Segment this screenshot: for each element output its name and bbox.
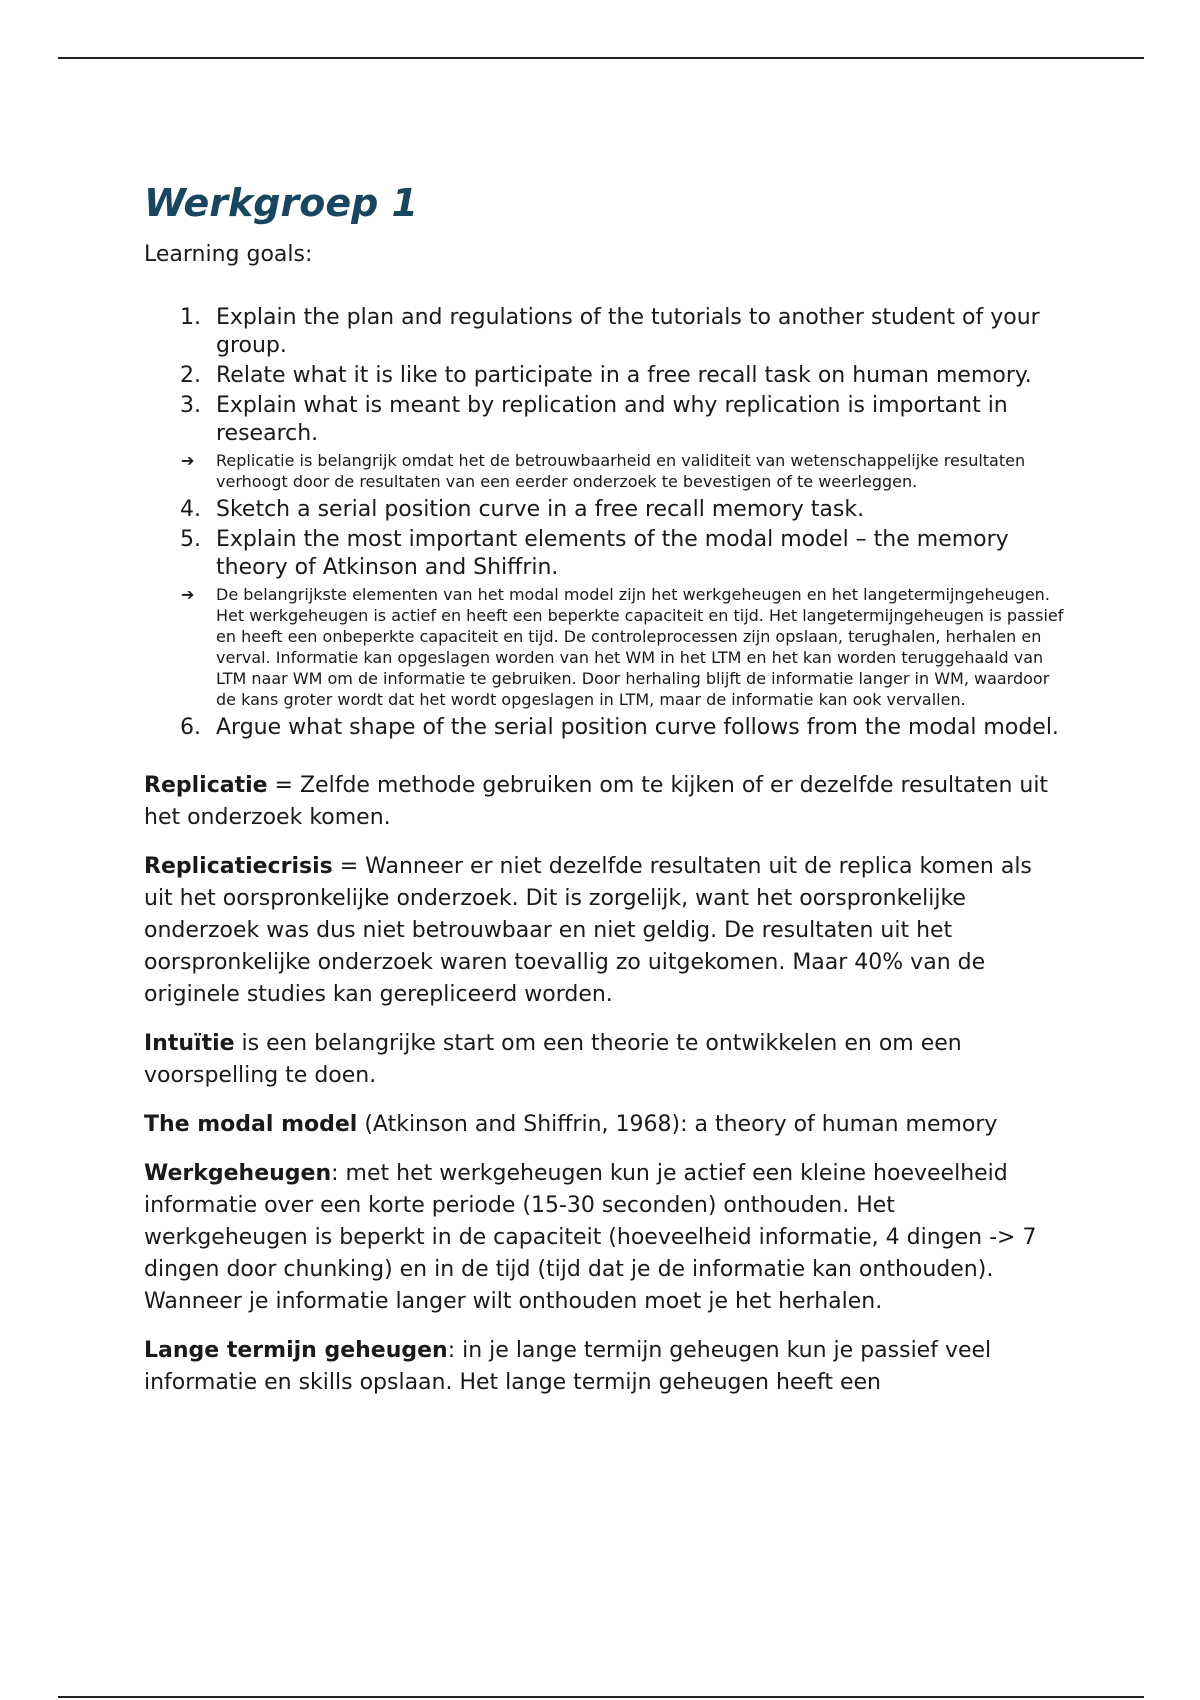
definition-replicatiecrisis: [144, 851, 1064, 1011]
list-item-text: Relate what it is like to participate in a free recall task on human memory.: [216, 363, 1032, 388]
list-item: [144, 526, 1064, 582]
arrow-right-icon: ➔: [181, 585, 195, 604]
list-item: [144, 362, 1064, 390]
definition-lange-termijn-geheugen: [144, 1335, 1064, 1399]
definition-term: Werkgeheugen: [144, 1161, 332, 1186]
list-item-text: Explain what is meant by replication and why replication is important in research.: [216, 393, 1008, 446]
list-number: 5.: [180, 527, 201, 552]
definition-text: (Atkinson and Shiffrin, 1968): a theory of human memory: [357, 1112, 998, 1137]
list-item-text: Sketch a serial position curve in a free recall memory task.: [216, 497, 865, 522]
definition-intuitie: [144, 1028, 1064, 1092]
list-item: [144, 392, 1064, 448]
definition-term: Replicatiecrisis: [144, 854, 333, 879]
list-number: 1.: [180, 305, 201, 330]
definition-text: = Wanneer er niet dezelfde resultaten uit de replica komen als uit het oorspronkelijke onderzoek. Dit is zorgelijk, want het oorspronkelijke onderzoek was dus niet betrouwbaar en niet geldig. De resultaten uit het oorspronkelijke onderzoek waren toevallig zo uitgekomen. Maar 40% van de originele studies kan gerepliceerd worden.: [144, 854, 1032, 1007]
list-number: 2.: [180, 363, 201, 388]
header-rule: [58, 57, 1144, 59]
document-body: [144, 172, 1064, 1416]
page-title: Werkgroep 1: [144, 181, 418, 225]
definition-term: The modal model: [144, 1112, 358, 1137]
definition-modal-model: [144, 1109, 1064, 1141]
answer-note-replication: [144, 450, 1064, 492]
list-number: 3.: [180, 393, 201, 418]
list-item: [144, 496, 1064, 524]
definition-replicatie: [144, 770, 1064, 834]
list-number: 6.: [180, 715, 201, 740]
definition-term: Lange termijn geheugen: [144, 1338, 448, 1363]
learning-goals-list: [144, 304, 1064, 742]
list-item-text: Explain the plan and regulations of the tutorials to another student of your group.: [216, 305, 1040, 358]
list-item: [144, 304, 1064, 360]
definition-text: = Zelfde methode gebruiken om te kijken of er dezelfde resultaten uit het onderzoek komen.: [144, 773, 1049, 830]
list-item-text: Argue what shape of the serial position curve follows from the modal model.: [216, 715, 1059, 740]
definition-term: Intuïtie: [144, 1031, 235, 1056]
list-item: [144, 714, 1064, 742]
definition-term: Replicatie: [144, 773, 268, 798]
definition-text: : in je lange termijn geheugen kun je passief veel informatie en skills opslaan. Het lange termijn geheugen heeft een: [144, 1338, 992, 1395]
definition-werkgeheugen: [144, 1158, 1064, 1318]
footer-rule: [58, 1696, 1144, 1698]
note-text: Replicatie is belangrijk omdat het de betrouwbaarheid en validiteit van wetenschappelijke resultaten verhoogt door de resultaten van een eerder onderzoek te bevestigen of te weerleggen.: [216, 451, 1026, 491]
learning-goals-label: Learning goals:: [144, 242, 313, 267]
definition-text: is een belangrijke start om een theorie te ontwikkelen en om een voorspelling te doen.: [144, 1031, 962, 1088]
arrow-right-icon: ➔: [181, 451, 195, 470]
definition-text: : met het werkgeheugen kun je actief een kleine hoeveelheid informatie over een korte periode (15-30 seconden) onthouden. Het werkgeheugen is beperkt in de capaciteit (hoeveelheid informatie, 4 dingen -> 7 dingen door chunking) en in de tijd (tijd dat je de informatie kan onthouden). Wanneer je informatie langer wilt onthouden moet je het herhalen.: [144, 1161, 1037, 1314]
answer-note-modal-model: [144, 584, 1064, 710]
list-number: 4.: [180, 497, 201, 522]
list-item-text: Explain the most important elements of the modal model – the memory theory of Atkinson and Shiffrin.: [216, 527, 1009, 580]
note-text: De belangrijkste elementen van het modal model zijn het werkgeheugen en het langetermijngeheugen. Het werkgeheugen is actief en heeft een beperkte capaciteit en tijd. Het langetermijngeheugen is passief en heeft een onbeperkte capaciteit en tijd. De controleprocessen zijn opslaan, terughalen, herhalen en verval. Informatie kan opgeslagen worden van het WM in het LTM en het kan worden teruggehaald van LTM naar WM om de informatie te gebruiken. Door herhaling blijft de informatie langer in WM, waardoor de kans groter wordt dat het wordt opgeslagen in LTM, maar de informatie kan ook vervallen.: [216, 585, 1064, 709]
